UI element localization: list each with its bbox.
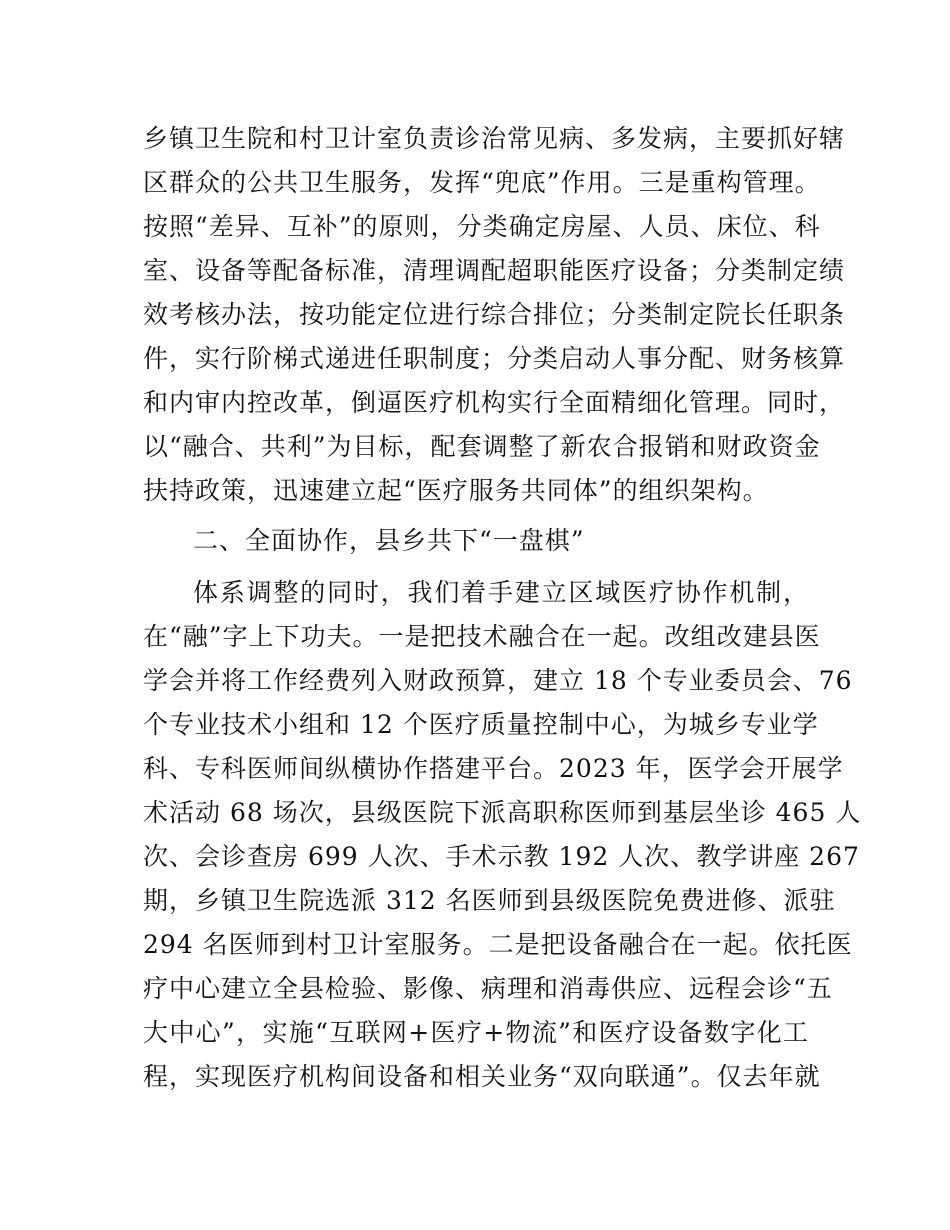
paragraph-line: 学会并将工作经费列入财政预算，建立 18 个专业委员会、76 xyxy=(143,666,853,695)
paragraph-regional-collaboration xyxy=(143,571,862,1099)
paragraph-line: 区群众的公共卫生服务，发挥“兜底”作用。三是重构管理。 xyxy=(143,168,821,197)
paragraph-line: 扶持政策，迅速建立起“医疗服务共同体”的组织架构。 xyxy=(143,476,769,505)
paragraph-line: 大中心”，实施“互联网+医疗+物流”和医疗设备数字化工 xyxy=(143,1018,809,1047)
paragraph-line: 疗中心建立全县检验、影像、病理和消毒供应、远程会诊“五 xyxy=(143,974,833,1003)
paragraph-line: 个专业技术小组和 12 个医疗质量控制中心，为城乡专业学 xyxy=(143,710,819,739)
paragraph-line: 体系调整的同时，我们着手建立区域医疗协作机制， xyxy=(193,578,809,607)
paragraph-system-restructure xyxy=(143,117,846,513)
section-heading-block xyxy=(143,519,809,563)
paragraph-line: 以“融合、共利”为目标，配套调整了新农合报销和财政资金 xyxy=(143,432,821,461)
section-heading: 二、全面协作，县乡共下“一盘棋” xyxy=(193,526,585,555)
paragraph-line: 件，实行阶梯式递进任职制度；分类启动人事分配、财务核算 xyxy=(143,344,846,373)
paragraph-line: 次、会诊查房 699 人次、手术示教 192 人次、教学讲座 267 xyxy=(143,842,860,871)
paragraph-line: 294 名医师到村卫计室服务。二是把设备融合在一起。依托医 xyxy=(143,930,853,959)
paragraph-line: 科、专科医师间纵横协作搭建平台。2023 年，医学会开展学 xyxy=(143,754,844,783)
paragraph-line: 期，乡镇卫生院选派 312 名医师到县级医院免费进修、派驻 xyxy=(143,886,836,915)
paragraph-line: 程，实现医疗机构间设备和相关业务“双向联通”。仅去年就 xyxy=(143,1062,821,1091)
paragraph-line: 在“融”字上下功夫。一是把技术融合在一起。改组改建县医 xyxy=(143,622,821,651)
paragraph-line: 术活动 68 场次，县级医院下派高职称医师到基层坐诊 465 人 xyxy=(143,798,862,827)
paragraph-line: 乡镇卫生院和村卫计室负责诊治常见病、多发病，主要抓好辖 xyxy=(143,124,846,153)
paragraph-line: 室、设备等配备标准，清理调配超职能医疗设备；分类制定绩 xyxy=(143,256,846,285)
paragraph-line: 和内审内控改革，倒逼医疗机构实行全面精细化管理。同时， xyxy=(143,388,846,417)
paragraph-line: 效考核办法，按功能定位进行综合排位；分类制定院长任职条 xyxy=(143,300,846,329)
paragraph-line: 按照“差异、互补”的原则，分类确定房屋、人员、床位、科 xyxy=(143,212,821,241)
